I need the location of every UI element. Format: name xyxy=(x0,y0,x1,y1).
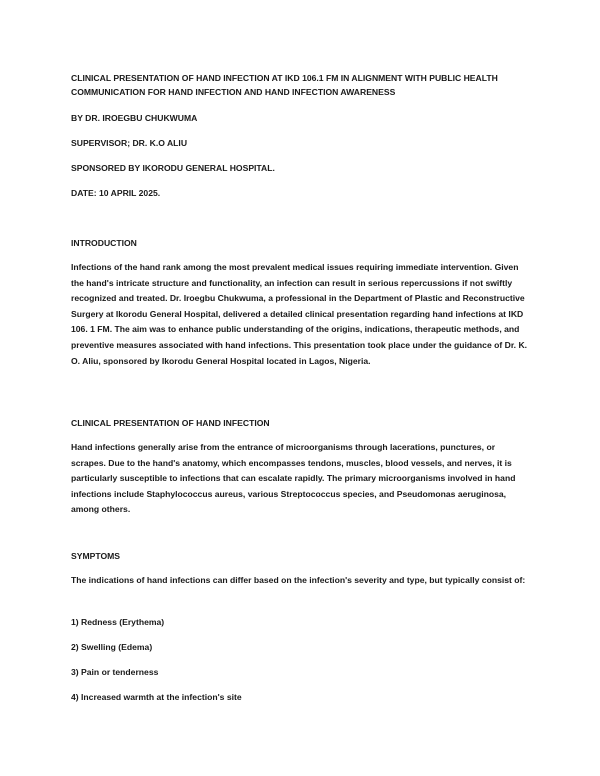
document-title: CLINICAL PRESENTATION OF HAND INFECTION AT IKD 106.1 FM IN ALIGNMENT WITH PUBLIC HEALTH COMMUNICATION FOR HAND INFECTION AND HAND INFECTION AWARENESS xyxy=(71,73,498,97)
clinical-paragraph: Hand infections generally arise from the entrance of microorganisms through lacerations, punctures, or scrapes. Due to the hand's anatomy, which encompasses tendons, muscles, blood vessels, and nerves, it is particularly susceptible to infections that can escalate rapidly. The primary microorganisms involved in hand infections include Staphylococcus aureus, various Streptococcus species, and Pseudomonas aeruginosa, among others. xyxy=(71,442,516,515)
list-item: 3) Pain or tenderness xyxy=(71,667,159,677)
clinical-heading: CLINICAL PRESENTATION OF HAND INFECTION xyxy=(71,418,270,428)
author-line: BY DR. IROEGBU CHUKWUMA xyxy=(71,113,198,123)
supervisor-line: SUPERVISOR; DR. K.O ALIU xyxy=(71,138,188,148)
sponsor-line: SPONSORED BY IKORODU GENERAL HOSPITAL. xyxy=(71,163,275,173)
introduction-heading: INTRODUCTION xyxy=(71,238,137,248)
symptoms-intro: The indications of hand infections can differ based on the infection's severity and type, but typically consist of: xyxy=(71,575,526,585)
list-item: 4) Increased warmth at the infection's site xyxy=(71,692,242,702)
introduction-paragraph: Infections of the hand rank among the most prevalent medical issues requiring immediate intervention. Given the hand's intricate structure and functionality, an infection can result in serious repercussions if not swiftly recognized and treated. Dr. Iroegbu Chukwuma, a professional in the Department of Plastic and Reconstructive Surgery at Ikorodu General Hospital, delivered a detailed clinical presentation regarding hand infections at IKD 106. 1 FM. The aim was to enhance public understanding of the origins, indications, therapeutic methods, and preventive measures associated with hand infections. This presentation took place under the guidance of Dr. K. O. Aliu, sponsored by Ikorodu General Hospital located in Lagos, Nigeria. xyxy=(71,262,528,366)
list-item: 1) Redness (Erythema) xyxy=(71,617,165,627)
symptoms-heading: SYMPTOMS xyxy=(71,551,121,561)
date-line: DATE: 10 APRIL 2025. xyxy=(71,188,161,198)
list-item: 2) Swelling (Edema) xyxy=(71,642,153,652)
